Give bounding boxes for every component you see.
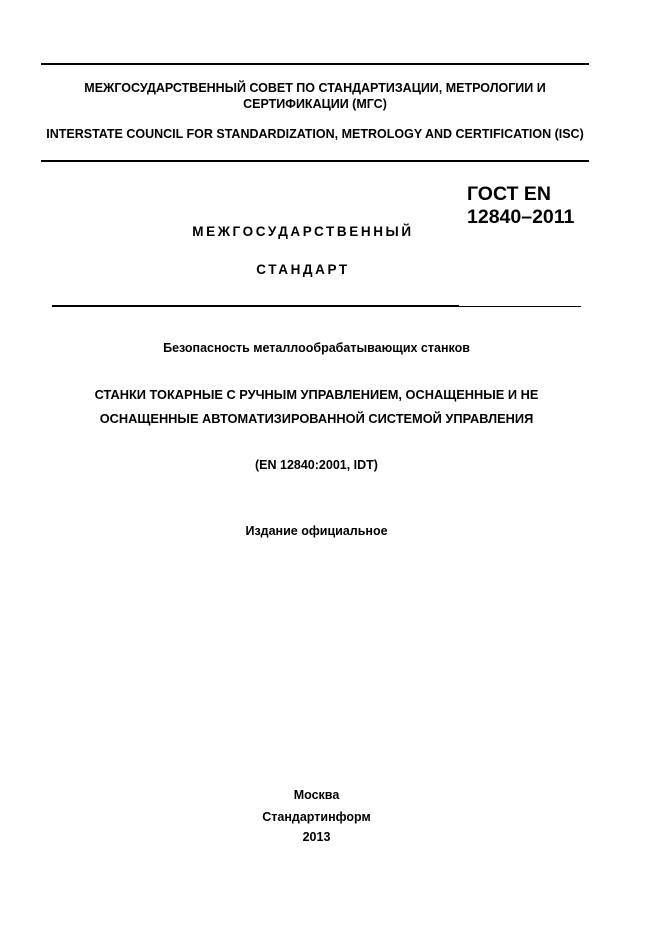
designation-rule-thick xyxy=(52,305,459,307)
header-bottom-rule xyxy=(41,160,589,162)
edition-label: Издание официальное xyxy=(245,524,388,538)
european-standard-reference: (EN 12840:2001, IDT) xyxy=(255,458,378,472)
imprint-city: Москва xyxy=(293,788,340,802)
document-title-line-1: СТАНКИ ТОКАРНЫЕ С РУЧНЫМ УПРАВЛЕНИЕМ, ОСНАЩЕННЫЕ И НЕ xyxy=(94,387,539,402)
document-title-line-2: ОСНАЩЕННЫЕ АВТОМАТИЗИРОВАННОЙ СИСТЕМОЙ УПРАВЛЕНИЯ xyxy=(99,411,534,426)
imprint-publisher: Стандартинформ xyxy=(262,810,371,824)
header-top-rule xyxy=(41,63,589,65)
document-subtitle: Безопасность металлообрабатывающих станков xyxy=(163,341,470,355)
standard-type-line-1: МЕЖГОСУДАРСТВЕННЫЙ xyxy=(192,224,414,239)
designation-rule-thin xyxy=(459,306,581,307)
imprint-year: 2013 xyxy=(302,830,331,844)
council-name-russian: МЕЖГОСУДАРСТВЕННЫЙ СОВЕТ ПО СТАНДАРТИЗАЦИИ, МЕТРОЛОГИИ И СЕРТИФИКАЦИИ (МГС) xyxy=(84,81,546,111)
council-name-english: INTERSTATE COUNCIL FOR STANDARDIZATION, METROLOGY AND CERTIFICATION (ISC) xyxy=(46,127,584,141)
gost-number: ГОСТ EN 12840–2011 xyxy=(467,183,575,228)
standard-type-line-2: СТАНДАРТ xyxy=(256,262,350,277)
